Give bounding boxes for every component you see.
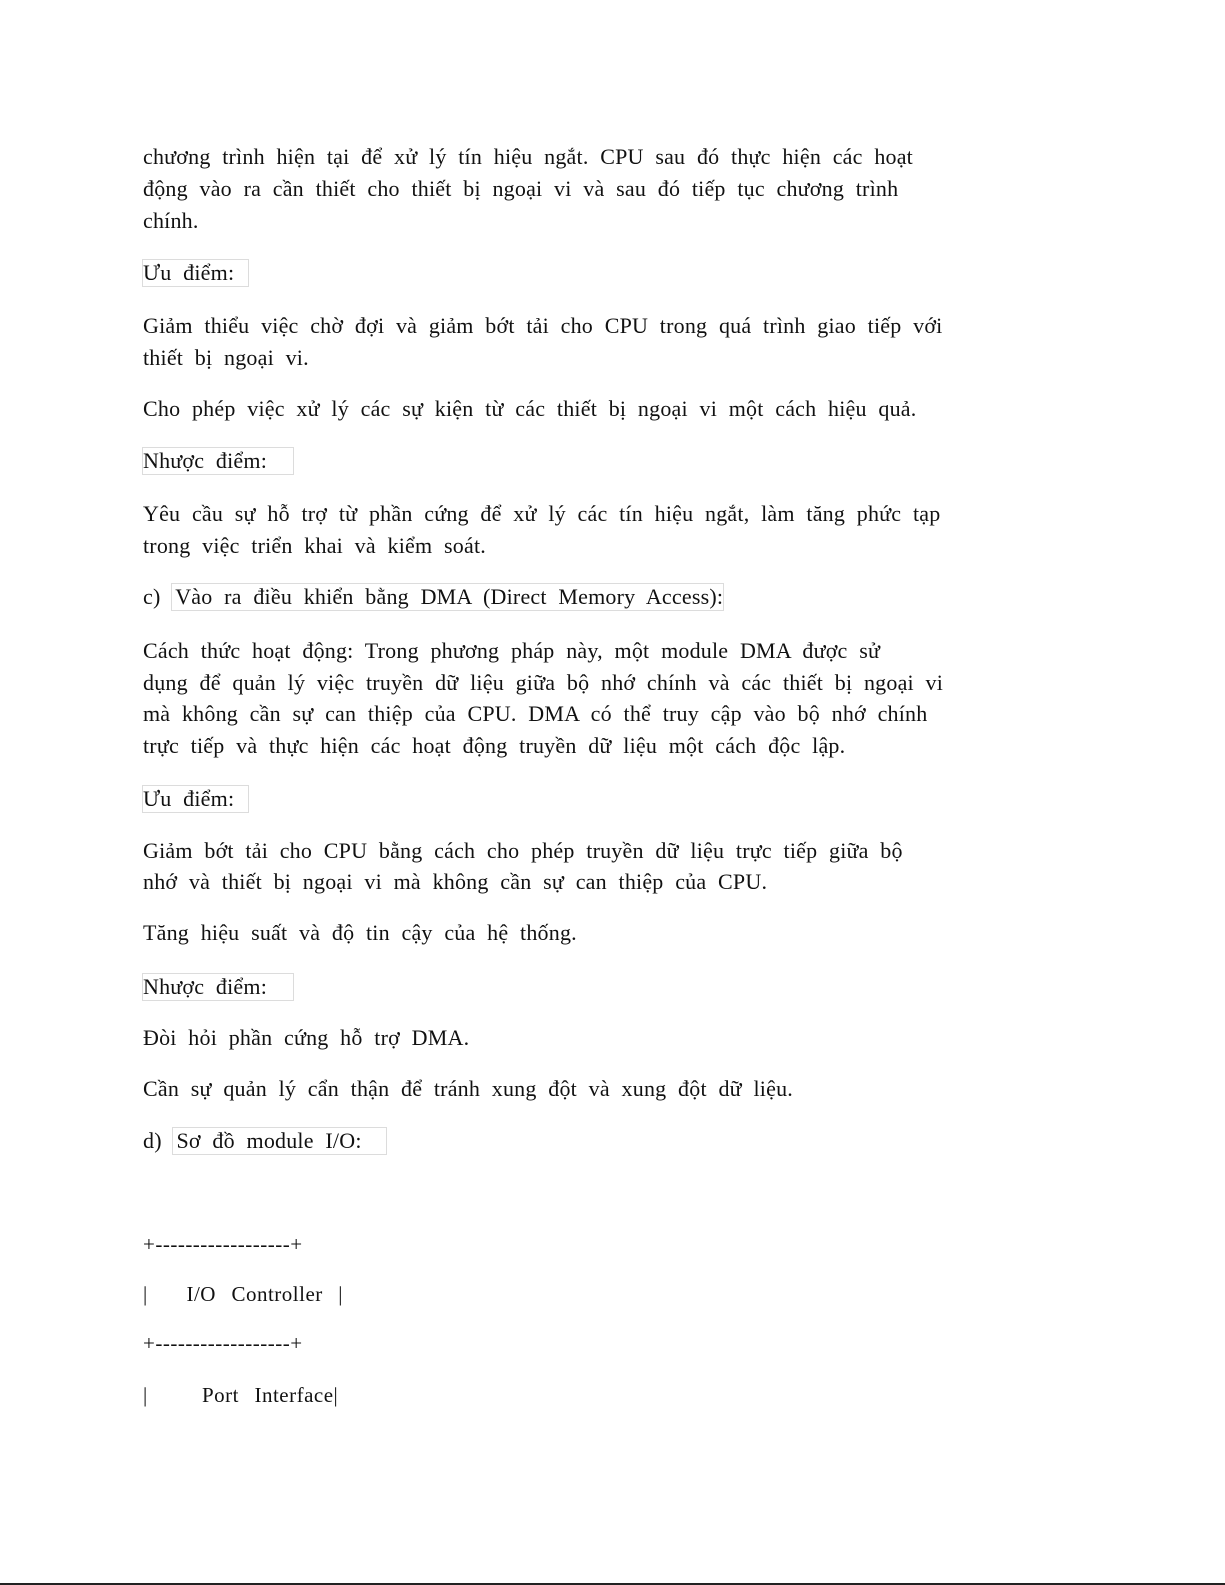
dma-section-heading (143, 581, 724, 613)
dma-advantage-1-line-1: Giảm bớt tải cho CPU bằng cách cho phép truyền dữ liệu trực tiếp giữa bộ (143, 838, 903, 863)
interrupt-disadvantage-1-line-1: Yêu cầu sự hỗ trợ từ phần cứng để xử lý các tín hiệu ngắt, làm tăng phức tạp (143, 501, 941, 526)
heading-box: Nhược điểm: (142, 973, 294, 1001)
dma-advantages-heading (143, 783, 249, 815)
diagram-row-io-controller: | I/O Controller | (143, 1282, 343, 1306)
interrupt-disadvantages-heading (143, 445, 294, 477)
interrupt-advantage-1-line-1: Giảm thiểu việc chờ đợi và giảm bớt tải cho CPU trong quá trình giao tiếp với (143, 313, 943, 338)
heading-box: Sơ đồ module I/O: (172, 1127, 386, 1155)
dma-operation-line-1: Cách thức hoạt động: Trong phương pháp này, một module DMA được sử (143, 638, 881, 663)
diagram-row-port-interface: | Port Interface| (143, 1383, 339, 1407)
dma-disadvantage-2: Cần sự quản lý cẩn thận để tránh xung đột và xung đột dữ liệu. (143, 1076, 793, 1101)
module-section-heading (143, 1125, 387, 1157)
dma-operation-line-3: mà không cần sự can thiệp của CPU. DMA có thể truy cập vào bộ nhớ chính (143, 701, 928, 726)
interrupt-advantages-heading (143, 257, 249, 289)
heading-box: Nhược điểm: (142, 447, 294, 475)
dma-disadvantages-heading (143, 971, 294, 1003)
dma-disadvantage-1: Đòi hỏi phần cứng hỗ trợ DMA. (143, 1025, 470, 1050)
intro-line-1: chương trình hiện tại để xử lý tín hiệu ngắt. CPU sau đó thực hiện các hoạt (143, 144, 913, 169)
diagram-border-top: +------------------+ (143, 1232, 303, 1256)
dma-operation-line-2: dụng để quản lý việc truyền dữ liệu giữa bộ nhớ chính và các thiết bị ngoại vi (143, 670, 944, 695)
dma-advantage-2: Tăng hiệu suất và độ tin cậy của hệ thống. (143, 920, 577, 945)
dma-operation-line-4: trực tiếp và thực hiện các hoạt động truyền dữ liệu một cách độc lập. (143, 733, 846, 758)
interrupt-advantage-1-line-2: thiết bị ngoại vi. (143, 345, 309, 370)
intro-line-3: chính. (143, 208, 199, 233)
interrupt-disadvantage-1-line-2: trong việc triển khai và kiểm soát. (143, 533, 486, 558)
heading-box: Ưu điểm: (142, 785, 249, 813)
dma-advantage-1-line-2: nhớ và thiết bị ngoại vi mà không cần sự can thiệp của CPU. (143, 869, 768, 894)
heading-box: Ưu điểm: (142, 259, 249, 287)
heading-box: Vào ra điều khiển bằng DMA (Direct Memory Access): (171, 583, 724, 611)
module-prefix: d) (143, 1128, 162, 1153)
dma-prefix: c) (143, 584, 161, 609)
diagram-border-mid: +------------------+ (143, 1331, 303, 1355)
intro-line-2: động vào ra cần thiết cho thiết bị ngoại vi và sau đó tiếp tục chương trình (143, 176, 899, 201)
interrupt-advantage-2: Cho phép việc xử lý các sự kiện từ các thiết bị ngoại vi một cách hiệu quả. (143, 396, 917, 421)
